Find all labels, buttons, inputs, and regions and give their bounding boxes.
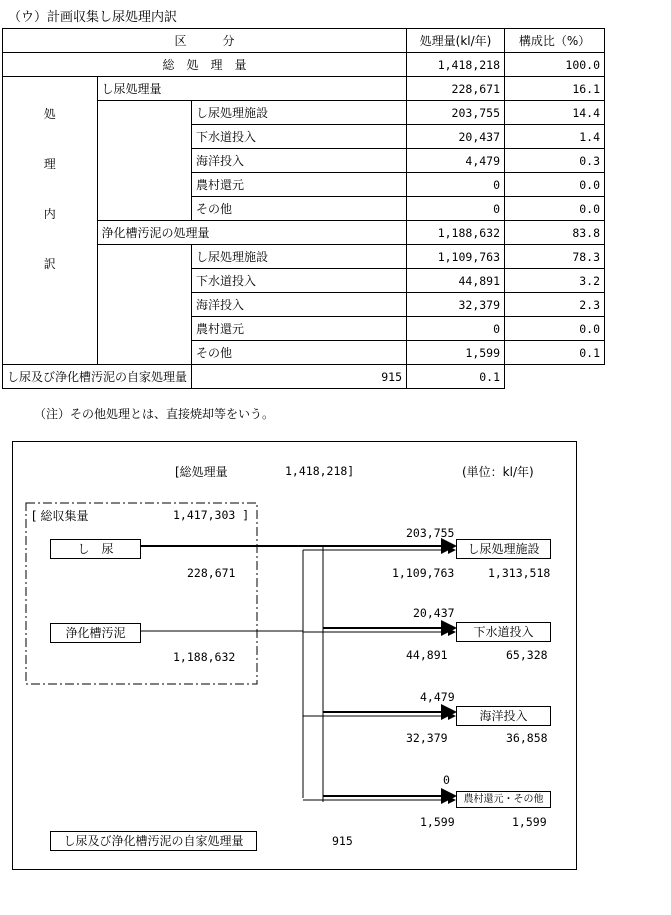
side-label: 処 理 内 訳 (3, 77, 98, 365)
source-value-septic-sludge: 1,188,632 (173, 650, 236, 664)
group1-label: し尿処理量 (97, 77, 407, 101)
dest-box-sewer: 下水道投入 (456, 622, 551, 642)
row-ratio: 1.4 (505, 125, 605, 149)
dest-box-treatment-facility: し尿処理施設 (456, 539, 551, 559)
section-title: （ウ）計画収集し尿処理内訳 (8, 10, 178, 25)
row-label: 農村還元 (192, 173, 407, 197)
dest3-total-value: 36,858 (506, 731, 548, 745)
row-ratio: 78.3 (505, 245, 605, 269)
row-label: 下水道投入 (192, 125, 407, 149)
dest1-bottom-value: 1,109,763 (392, 566, 455, 580)
row-ratio: 0.0 (505, 173, 605, 197)
row-label: その他 (192, 341, 407, 365)
dest2-bottom-value: 44,891 (406, 648, 448, 662)
source-value-night-soil: 228,671 (187, 566, 236, 580)
row-ratio: 3.2 (505, 269, 605, 293)
dest4-bottom-value: 1,599 (420, 815, 455, 829)
row-amount: 203,755 (407, 101, 505, 125)
row-label: 農村還元 (192, 317, 407, 341)
row-label: 海洋投入 (192, 149, 407, 173)
row-ratio: 14.4 (505, 101, 605, 125)
table-row-total (3, 53, 605, 77)
self-treatment-value: 915 (332, 834, 353, 848)
total-label: 総 処 理 量 (3, 53, 407, 77)
row-ratio: 0.0 (505, 197, 605, 221)
group1-ratio: 16.1 (505, 77, 605, 101)
total-ratio: 100.0 (505, 53, 605, 77)
indent-cell (97, 101, 192, 221)
row-amount: 0 (407, 173, 505, 197)
row-amount: 44,891 (407, 269, 505, 293)
dest1-top-value: 203,755 (406, 526, 455, 540)
total-amount: 1,418,218 (407, 53, 505, 77)
diagram-total-label: [総処理量 (175, 465, 228, 479)
group1-amount: 228,671 (407, 77, 505, 101)
header-amount: 処理量(kl/年) (407, 29, 505, 53)
indent-cell (97, 245, 192, 365)
dest4-total-value: 1,599 (512, 815, 547, 829)
self-amount: 915 (192, 365, 407, 389)
breakdown-table (2, 28, 605, 389)
row-amount: 4,479 (407, 149, 505, 173)
dest3-top-value: 4,479 (420, 690, 455, 704)
row-amount: 32,379 (407, 293, 505, 317)
row-amount: 1,599 (407, 341, 505, 365)
self-treatment-box: し尿及び浄化槽汚泥の自家処理量 (50, 831, 257, 851)
dest-box-ocean: 海洋投入 (456, 706, 551, 726)
row-ratio: 0.1 (505, 341, 605, 365)
collect-label: [ 総収集量 (32, 509, 89, 523)
row-ratio: 0.0 (505, 317, 605, 341)
collect-value: 1,417,303 ] (173, 508, 250, 522)
row-label: 下水道投入 (192, 269, 407, 293)
row-label: し尿処理施設 (192, 101, 407, 125)
header-category: 区 分 (3, 29, 407, 53)
source-box-night-soil: し 尿 (50, 539, 141, 559)
diagram-unit: (単位：kl/年) (462, 465, 534, 479)
diagram-total-value: 1,418,218] (285, 464, 355, 478)
dest3-bottom-value: 32,379 (406, 731, 448, 745)
row-label: その他 (192, 197, 407, 221)
row-amount: 1,109,763 (407, 245, 505, 269)
row-label: 海洋投入 (192, 293, 407, 317)
dest2-top-value: 20,437 (413, 606, 455, 620)
table-row-group1 (3, 77, 605, 101)
row-ratio: 2.3 (505, 293, 605, 317)
header-ratio: 構成比（%） (505, 29, 605, 53)
table-header-row (3, 29, 605, 53)
table-note: （注）その他処理とは、直接焼却等をいう。 (34, 407, 275, 421)
group2-amount: 1,188,632 (407, 221, 505, 245)
row-ratio: 0.3 (505, 149, 605, 173)
row-amount: 20,437 (407, 125, 505, 149)
table-row-self (3, 365, 605, 389)
source-box-septic-sludge: 浄化槽汚泥 (50, 623, 141, 643)
self-ratio: 0.1 (407, 365, 505, 389)
row-label: し尿処理施設 (192, 245, 407, 269)
dest1-total-value: 1,313,518 (488, 566, 551, 580)
group2-ratio: 83.8 (505, 221, 605, 245)
row-amount: 0 (407, 317, 505, 341)
dest4-top-value: 0 (443, 773, 450, 787)
self-label: し尿及び浄化槽汚泥の自家処理量 (3, 365, 192, 389)
row-amount: 0 (407, 197, 505, 221)
dest2-total-value: 65,328 (506, 648, 548, 662)
group2-label: 浄化槽汚泥の処理量 (97, 221, 407, 245)
dest-box-farm-other: 農村還元・その他 (456, 791, 551, 808)
